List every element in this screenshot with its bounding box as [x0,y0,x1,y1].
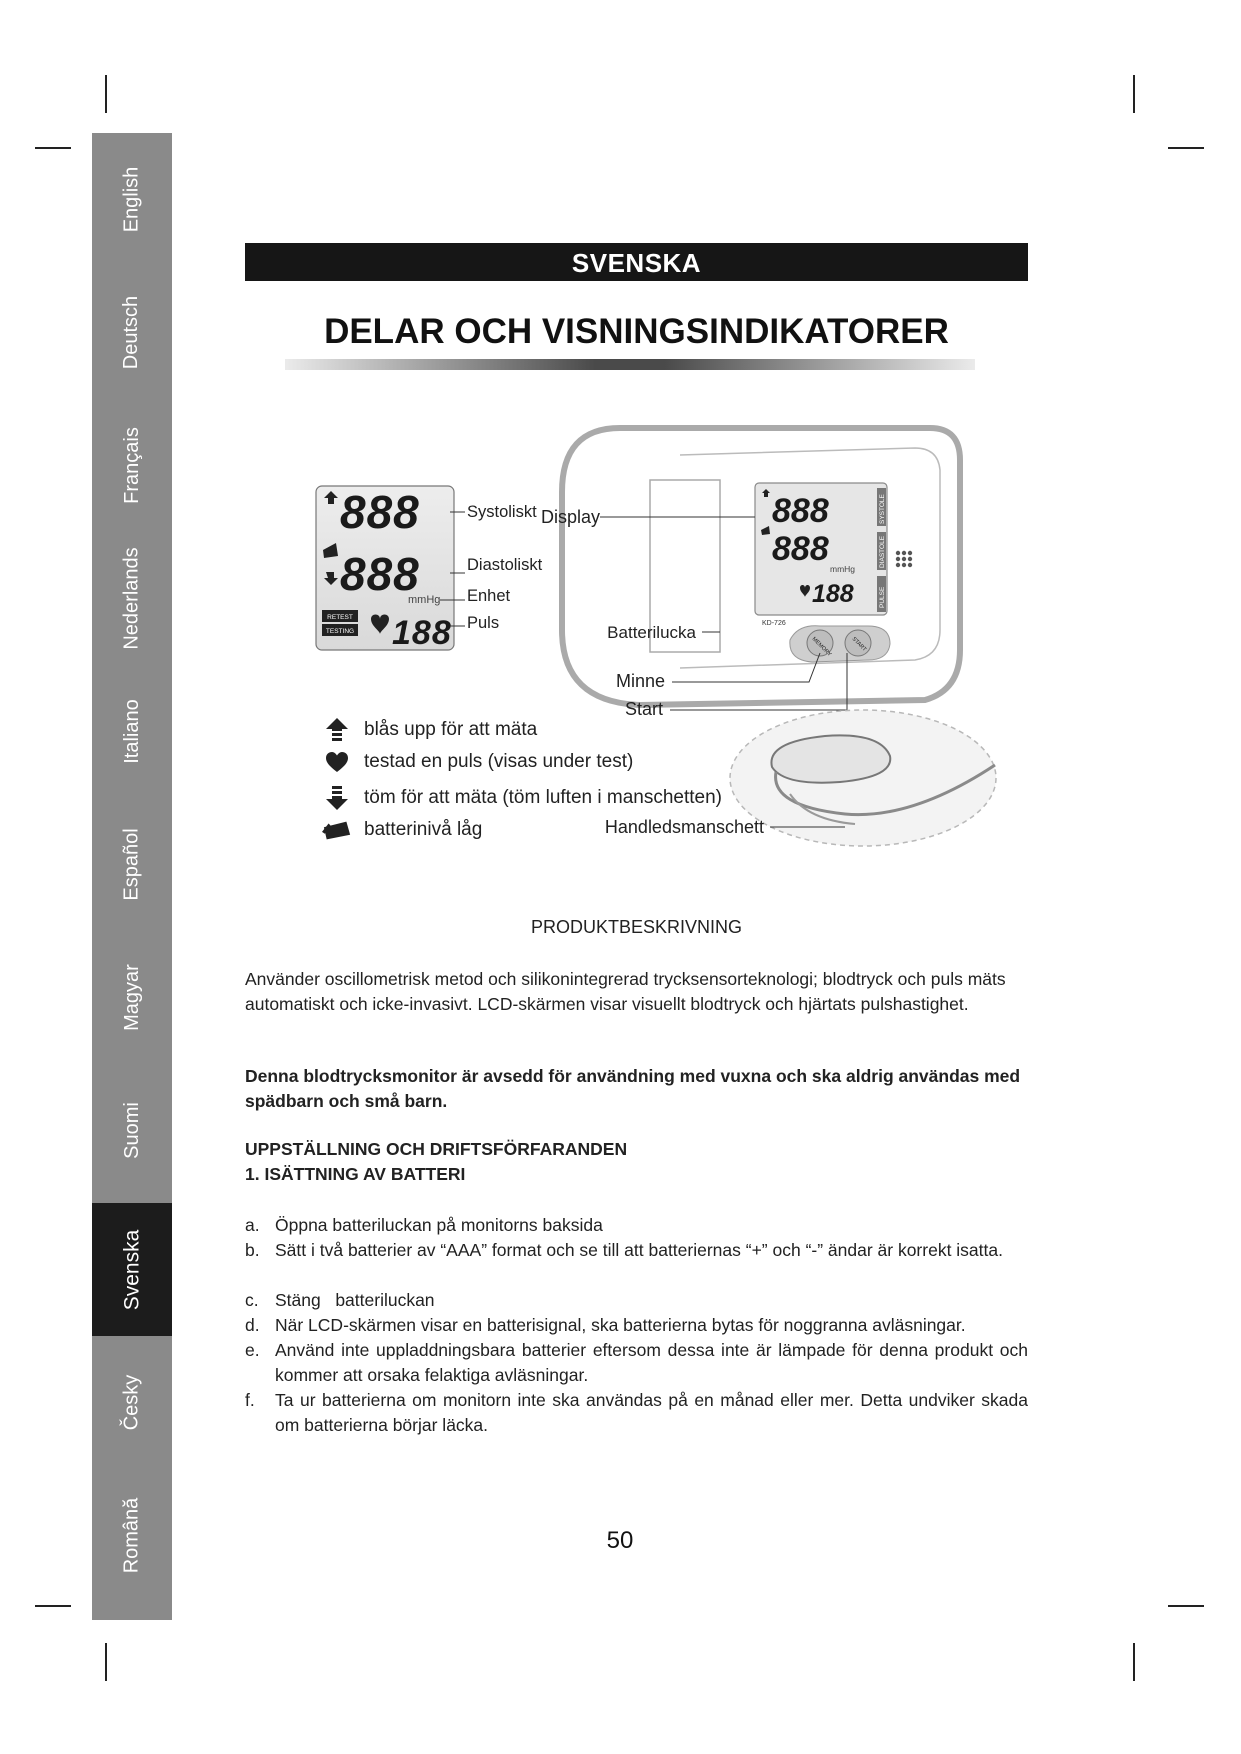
crop-mark [1133,1643,1135,1681]
warning-paragraph: Denna blodtrycksmonitor är avsedd för användning med vuxna och ska aldrig användas med spädbarn och små barn. [245,1066,1021,1111]
list-marker: c. [245,1290,259,1310]
device-side-label-pulse: PULSE [879,586,886,608]
language-tab-magyar[interactable] [92,931,172,1064]
language-tab-label: Česky [120,1374,143,1431]
svg-text:888: 888 [340,548,420,600]
language-tab-francais[interactable] [92,399,172,532]
list-marker: e. [245,1340,260,1360]
svg-text:188: 188 [392,614,452,652]
language-banner: SVENSKA [245,243,1028,281]
svg-text:888: 888 [340,486,420,538]
language-tab-label: Nederlands [120,547,143,650]
label-unit: Enhet [467,587,511,605]
product-description-paragraph: Använder oscillometrisk metod och silikonintegrerad trycksensorteknologi; blodtryck och puls mäts automatiskt och icke-invasivt. LCD-skärmen visar visuellt blodtryck och hjärtats pulshastighet. [245,969,1006,1014]
setup-heading: UPPSTÄLLNING OCH DRIFTSFÖRFARANDEN [245,1139,628,1159]
low-battery-icon [322,816,352,844]
list-marker: f. [245,1390,255,1410]
language-tab-label: Italiano [120,699,143,764]
heart-icon [322,748,352,776]
label-diastolic: Diastoliskt [467,556,543,574]
language-tab-suomi[interactable] [92,1064,172,1197]
device-illustration [541,428,960,719]
language-tab-label: Magyar [120,964,143,1031]
device-unit-text: mmHg [830,564,856,574]
language-sidebar [92,133,172,1620]
crop-mark [35,1605,71,1607]
legend-text: töm för att mäta (töm luften i manschetten) [364,787,722,808]
svg-text:888: 888 [772,492,829,530]
label-battery-door: Batterilucka [607,623,696,642]
lcd-closeup [316,486,543,652]
label-start: Start [624,699,663,719]
label-wrist-cuff: Handledsmanschett [604,817,764,837]
list-item-text: Öppna batteriluckan på monitorns baksida [275,1215,603,1235]
crop-mark [1133,75,1135,113]
language-tab-label: Svenska [120,1229,144,1310]
list-item [245,1288,1028,1313]
language-tab-label: Français [120,427,143,504]
label-pulse: Puls [467,614,500,632]
crop-mark [105,75,107,113]
svg-text:188: 188 [812,580,854,608]
language-tab-label: Español [120,828,143,901]
page-number: 50 [606,1527,634,1554]
list-marker: d. [245,1315,260,1335]
list-marker: a. [245,1215,260,1235]
language-tab-italiano[interactable] [92,665,172,798]
language-tab-espanol[interactable] [92,798,172,931]
language-tab-label: Suomi [120,1102,143,1159]
product-description-heading: PRODUKTBESKRIVNING [530,917,743,937]
language-tab-label: Română [120,1497,143,1574]
list-item-text: Stäng batteriluckan [275,1290,435,1310]
label-memory: Minne [615,671,665,691]
language-tab-cesky[interactable] [92,1336,172,1469]
label-systolic: Systoliskt [467,503,537,521]
legend-item [322,816,482,844]
inflate-arrow-icon [322,716,352,744]
list-item-text: Använd inte uppladdningsbara batterier eftersom dessa inte är lämpade för denna produkt och kommer att orsaka felaktiga avläsningar. [275,1340,1028,1385]
legend-text: testad en puls (visas under test) [364,751,634,772]
legend-item [322,716,537,744]
legend-item [322,748,633,776]
label-display: Display [540,507,600,527]
language-tab-svenska[interactable] [92,1203,172,1336]
list-item [245,1213,1028,1238]
list-item-text: När LCD-skärmen visar en batterisignal, ska batterierna bytas för noggranna avläsningar. [275,1315,966,1335]
list-marker: b. [245,1240,260,1260]
crop-mark [35,147,71,149]
language-tab-label: Deutsch [120,295,143,370]
setup-headings [245,1137,1028,1187]
list-item-text: Sätt i två batterier av “AAA” format och se till att batteriernas “+” och “-” ändar är korrekt isatta. [275,1240,1003,1260]
legend-text: batterinivå låg [364,819,483,840]
list-item-text: Ta ur batterierna om monitorn inte ska användas på en månad eller mer. Detta undviker skada om batterierna börjar läcka. [275,1390,1028,1435]
language-tab-romana[interactable] [92,1469,172,1602]
svg-text:888: 888 [772,530,829,568]
svg-text:KD-726: KD-726 [762,620,786,627]
list-item [245,1238,1028,1263]
list-item [245,1388,1028,1438]
language-tab-label: English [120,166,143,233]
language-tab-english[interactable] [92,133,172,266]
crop-mark [1168,1605,1204,1607]
language-tab-deutsch[interactable] [92,266,172,399]
start-button-label: START [850,636,868,653]
device-side-label-diastole: DIASTOLE [879,535,886,568]
lcd-retest-text: RETEST [327,614,353,621]
wrist-cuff-illustration [605,710,996,846]
language-tab-nederlands[interactable] [92,532,172,665]
title-underline [285,359,975,370]
list-item [245,1313,1028,1338]
list-item [245,1338,1028,1388]
crop-mark [1168,147,1204,149]
battery-heading: 1. ISÄTTNING AV BATTERI [245,1164,466,1184]
lcd-testing-text: TESTING [325,628,355,635]
legend-text: blås upp för att mäta [364,719,538,740]
lcd-unit-text: mmHg [408,594,441,606]
page-title: DELAR OCH VISNINGSINDIKATORER [324,312,949,351]
crop-mark [105,1643,107,1681]
device-side-label-systole: SYSTOLE [879,494,886,524]
memory-button-label: MEMORY [810,636,833,658]
deflate-arrow-icon [322,784,352,812]
legend-item [322,784,722,812]
